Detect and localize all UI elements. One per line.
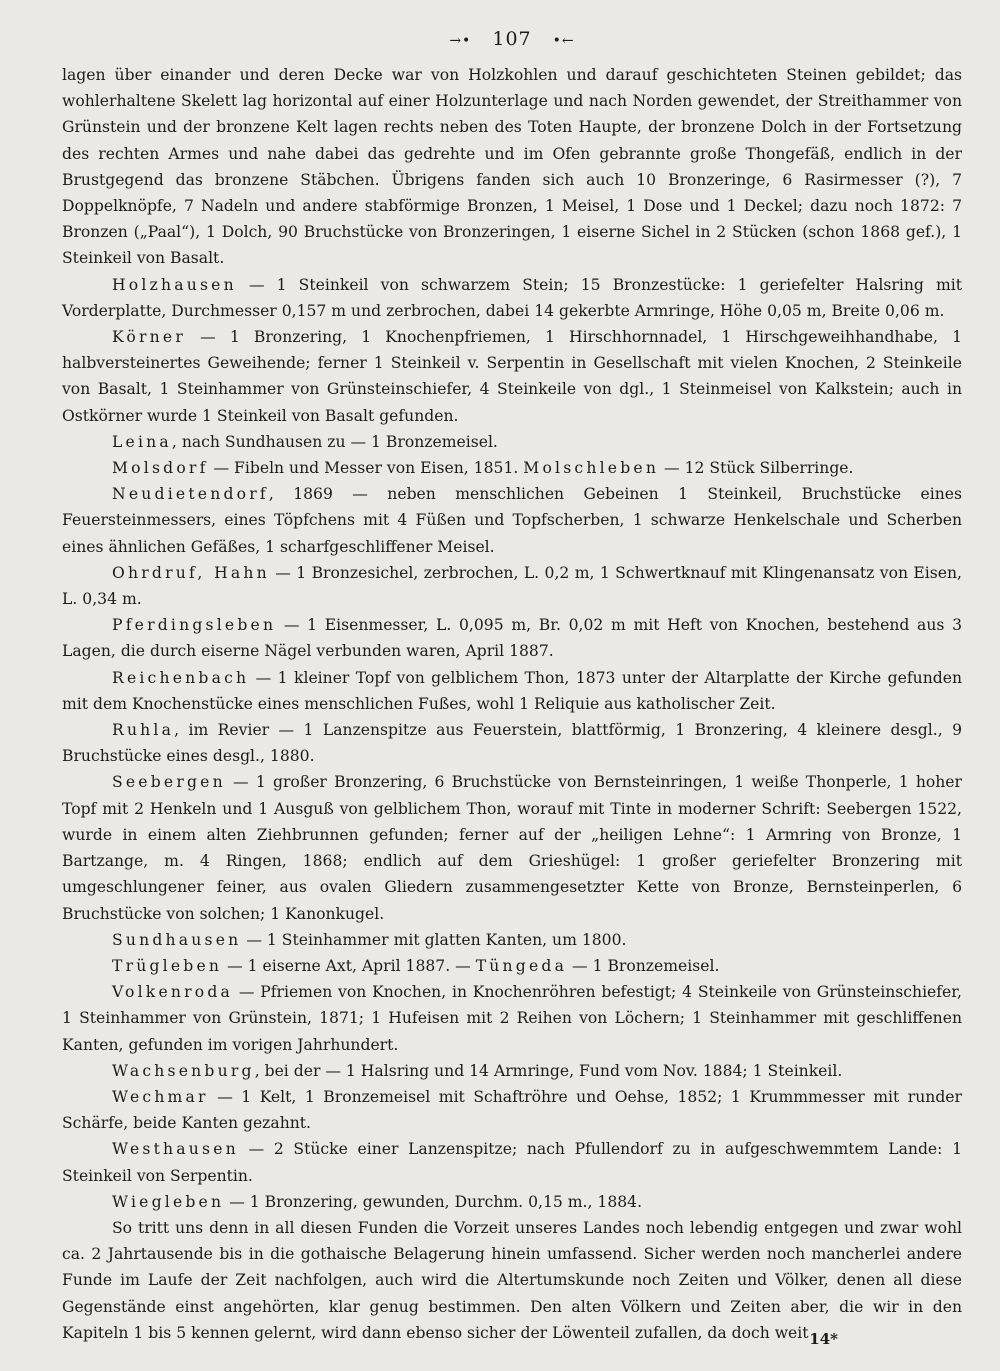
- entry-place: Westhausen: [112, 1140, 239, 1159]
- entry-text: , nach Sundhausen zu — 1 Bronzemeisel.: [171, 432, 498, 451]
- signature-mark: 14*: [809, 1330, 838, 1348]
- entry-wachsenburg: [62, 1058, 962, 1084]
- entry-text: , bei der — 1 Halsring und 14 Armringe, Fund vom Nov. 1884; 1 Steinkeil.: [254, 1061, 843, 1080]
- entry-place: Trügleben: [112, 956, 223, 975]
- entry-neudietendorf: [62, 481, 962, 560]
- entry-place: Körner: [112, 328, 186, 347]
- entry-ruhla: [62, 717, 962, 769]
- entry-place: Pferdingsleben: [112, 616, 277, 635]
- entry-text-secondary: — 1 Bronzemeisel.: [567, 956, 720, 975]
- entry-place: Ruhla: [112, 721, 175, 740]
- entry-reichenbach: [62, 665, 962, 717]
- entry-molsdorf: [62, 455, 962, 481]
- entry-text: — 1 Bronzering, gewunden, Durchm. 0,15 m., 1884.: [224, 1192, 643, 1211]
- entry-continuation: [62, 62, 962, 272]
- entry-place: Molsdorf: [112, 459, 209, 478]
- entry-westhausen: [62, 1136, 962, 1188]
- entry-wiegleben: [62, 1189, 962, 1215]
- entry-truegleben: [62, 953, 962, 979]
- ornament-left: →•: [449, 33, 472, 49]
- entry-place: Sundhausen: [112, 930, 242, 949]
- page-header: [62, 22, 962, 56]
- entry-place: Reichenbach: [112, 668, 250, 687]
- entry-text: lagen über einander und deren Decke war von Holzkohlen und darauf geschichteten Steinen gebildet; das wohlerhaltene Skelett lag horizontal auf einer Holzunterlage und nach Norden gewendet, der Streithammer von Grünstein und der bronzene Kelt lagen rechts neben des Toten Haupte, der bronzene Dolch in der Fortsetzung des rechten Armes und nahe dabei das gedrehte und im Ofen gebrannte große Thongefäß, endlich in der Brustgegend das bronzene Stäbchen. Übrigens fanden sich auch 10 Bronzeringe, 6 Rasirmesser (?), 7 Doppelknöpfe, 7 Nadeln und andere stabförmige Bronzen, 1 Meisel, 1 Dose und 1 Deckel; dazu noch 1872: 7 Bronzen („Paal“), 1 Dolch, 90 Bruchstücke von Bronzeringen, 1 eiserne Sichel in 2 Stücken (schon 1868 gef.), 1 Steinkeil von Basalt.: [62, 66, 962, 268]
- entry-place: Wachsenburg: [112, 1061, 255, 1080]
- entry-text: — Fibeln und Messer von Eisen, 1851.: [208, 459, 524, 478]
- page-body: [62, 62, 962, 1346]
- entry-place: Leina: [112, 432, 172, 451]
- entry-text: — 1 großer Bronzering, 6 Bruchstücke von Bernsteinringen, 1 weiße Thonperle, 1 hoher Topf mit 2 Henkeln und 1 Ausguß von gelblichem Thon, worauf mit Tinte in moderner Schrift: Seebergen 1522, wurde in einem alten Ziehbrunnen gefunden; ferner auf der „heiligen Lehne“: 1 Armring von Bronze, 1 Bartzange, m. 4 Ringen, 1868; endlich auf dem Grieshügel: 1 großer geriefelter Bronzering mit umgeschlungener feiner, aus ovalen Gliedern zusammengesetzter Kette von Bronze, Bernsteinperlen, 6 Bruchstücke von solchen; 1 Kanonkugel.: [62, 773, 962, 923]
- entry-text: — 1 Bronzesichel, zerbrochen, L. 0,2 m, 1 Schwertknauf mit Klingenansatz von Eisen, L. 0,34 m.: [62, 563, 962, 609]
- entry-text: — 1 Steinkeil von schwarzem Stein; 15 Bronzestücke: 1 geriefelter Halsring mit Vorderplatte, Durchmesser 0,157 m und zerbrochen, dabei 14 gekerbte Armringe, Höhe 0,05 m, Breite 0,06 m.: [62, 275, 962, 320]
- entry-text: — 1 Bronzering, 1 Knochenpfriemen, 1 Hirschhornnadel, 1 Hirschgeweihhandhabe, 1 halbversteinertes Geweihende; ferner 1 Steinkeil v. Serpentin in Gesellschaft mit vielen Knochen, 2 Steinkeile von Basalt, 1 Steinhammer von Grünsteinschiefer, 4 Steinkeile von dgl., 1 Steinmeisel von Kalkstein; auch in Ostkörner wurde 1 Steinkeil von Basalt gefunden.: [62, 328, 962, 425]
- entry-place: Neudietendorf: [112, 485, 269, 504]
- entry-text: — 2 Stücke einer Lanzenspitze; nach Pfullendorf zu in aufgeschwemmtem Lande: 1 Steinkeil von Serpentin.: [62, 1140, 962, 1185]
- entry-place: Holzhausen: [112, 275, 237, 294]
- entry-text: — 1 kleiner Topf von gelblichem Thon, 1873 unter der Altarplatte der Kirche gefunden mit dem Knochenstücke eines menschlichen Fußes, wohl 1 Reliquie aus katholischer Zeit.: [62, 668, 962, 713]
- entry-volkenroda: [62, 979, 962, 1058]
- entry-place-secondary: Tüngeda: [475, 956, 568, 975]
- entry-text: , 1869 — neben menschlichen Gebeinen 1 Steinkeil, Bruchstücke eines Feuersteinmessers, eines Töpfchens mit 4 Füßen und Topfscherben, 1 schwarze Henkelschale und Scherben eines ähnlichen Gefäßes, 1 scharfgeschliffener Meisel.: [62, 485, 962, 556]
- entry-text: — 1 Steinhammer mit glatten Kanten, um 1800.: [241, 930, 627, 949]
- entry-place: Ohrdruf, Hahn: [112, 563, 270, 582]
- entry-wechmar: [62, 1084, 962, 1136]
- entry-ohrdruf: [62, 560, 962, 612]
- entry-text: — 1 Kelt, 1 Bronzemeisel mit Schaftröhre und Oehse, 1852; 1 Krummmesser mit runder Schärfe, beide Kanten gezahnt.: [62, 1087, 962, 1133]
- entry-place: Wechmar: [112, 1087, 209, 1106]
- ornament-right: •←: [552, 33, 575, 49]
- entry-seebergen: [62, 769, 962, 926]
- entry-text: — 1 eiserne Axt, April 1887. —: [222, 956, 476, 975]
- entry-place-secondary: Molschleben: [523, 459, 660, 478]
- entry-text-secondary: — 12 Stück Silberringe.: [659, 459, 854, 478]
- entry-sundhausen: [62, 927, 962, 953]
- entry-holzhausen: [62, 272, 962, 324]
- entry-place: Wiegleben: [112, 1192, 225, 1211]
- entry-place: Seebergen: [112, 773, 226, 792]
- entry-text: , im Revier — 1 Lanzenspitze aus Feuerstein, blattförmig, 1 Bronzering, 4 kleinere desgl., 9 Bruchstücke eines desgl., 1880.: [62, 721, 962, 766]
- page-number: 107: [492, 28, 532, 50]
- entry-leina: [62, 429, 962, 455]
- entry-place: Volkenroda: [112, 983, 234, 1002]
- entry-pferdingsleben: [62, 612, 962, 664]
- entry-text: — 1 Eisenmesser, L. 0,095 m, Br. 0,02 m mit Heft von Knochen, bestehend aus 3 Lagen, die durch eiserne Nägel verbunden waren, April 1887.: [62, 616, 962, 661]
- entry-koerner: [62, 324, 962, 429]
- entry-text: — Pfriemen von Knochen, in Knochenröhren befestigt; 4 Steinkeile von Grünsteinschiefer, 1 Steinhammer von Grünstein, 1871; 1 Hufeisen mit 2 Reihen von Löchern; 1 Steinhammer mit geschliffenen Kanten, gefunden im vorigen Jahrhundert.: [62, 983, 962, 1054]
- closing-paragraph: So tritt uns denn in all diesen Funden die Vorzeit unseres Landes noch lebendig entgegen und zwar wohl ca. 2 Jahrtausende bis in die gothaische Belagerung hinein umfassend. Sicher werden noch mancherlei andere Funde im Laufe der Zeit nachfolgen, auch wird die Altertumskunde noch Zeiten und Völker, denen all diese Gegenstände einst angehörten, klar genug bestimmen. Den alten Völkern und Zeiten aber, die wir in den Kapiteln 1 bis 5 kennen gelernt, wird dann ebenso sicher der Löwenteil zufallen, da doch weit: [62, 1218, 962, 1342]
